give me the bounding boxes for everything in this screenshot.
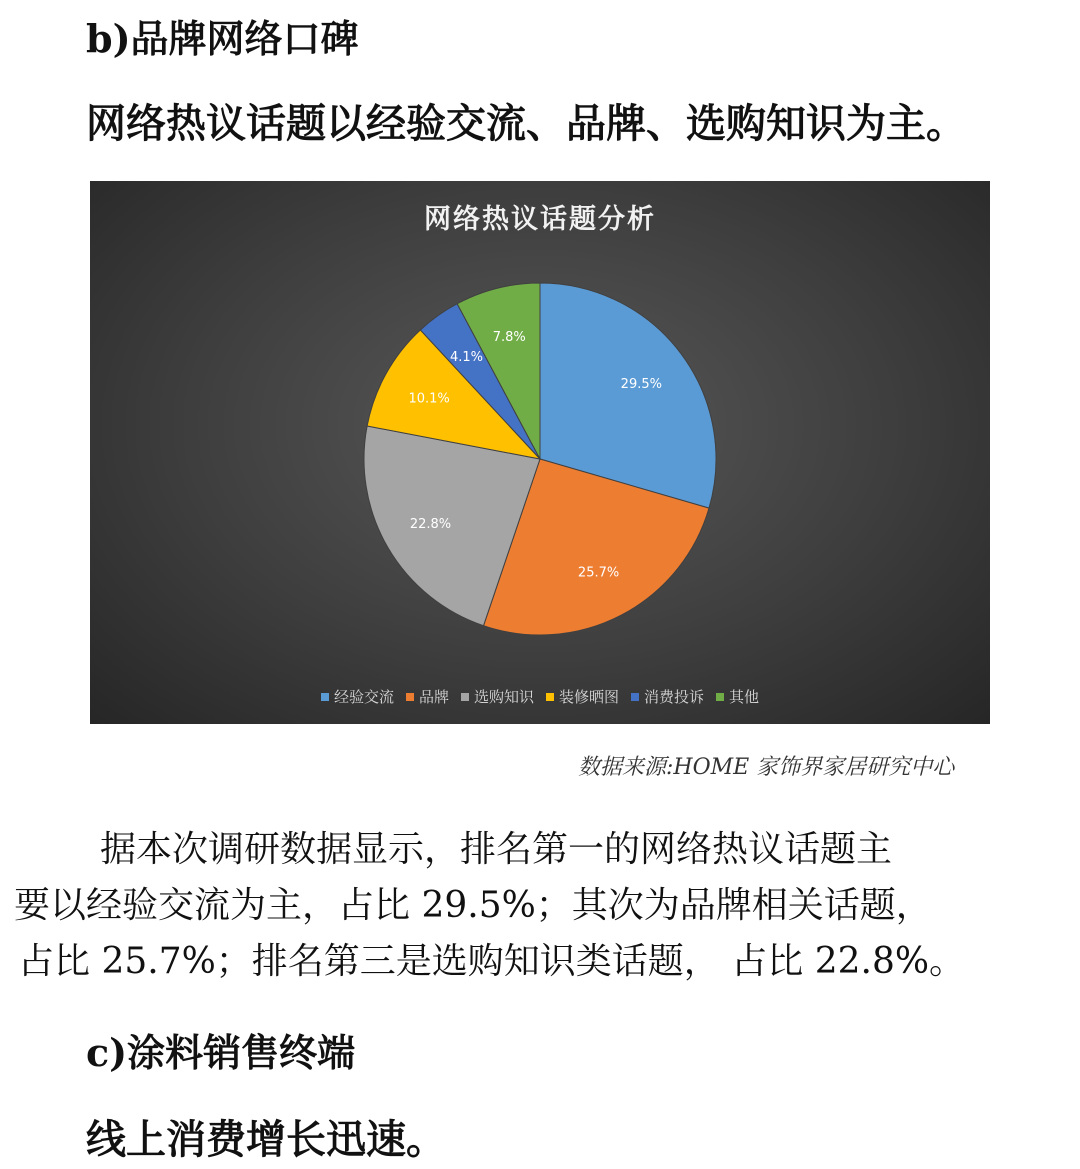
paragraph-line: 占比 25.7%；排名第三是选购知识类话题， 占比 22.8%。 — [18, 941, 966, 982]
data-source-note: 数据来源:HOME 家饰界家居研究中心 — [578, 755, 955, 780]
legend-label: 选购知识 — [473, 688, 534, 706]
pie-data-label: 22.8% — [409, 516, 452, 532]
legend-item — [716, 686, 759, 707]
section-c-subheading: 线上消费增长迅速。 — [86, 1116, 446, 1163]
legend-swatch — [321, 693, 329, 701]
legend-swatch — [406, 693, 414, 701]
pie-data-label: 29.5% — [620, 376, 662, 392]
legend-label: 消费投诉 — [644, 688, 705, 706]
legend-label: 装修晒图 — [559, 688, 620, 706]
chart-title: 网络热议话题分析 — [424, 204, 656, 235]
pie-chart-plot — [90, 181, 990, 724]
pie-data-label: 10.1% — [408, 391, 450, 407]
section-b-subheading: 网络热议话题以经验交流、品牌、选购知识为主。 — [86, 100, 966, 147]
legend-item — [321, 686, 394, 707]
legend-item — [461, 686, 534, 707]
pie-data-label: 7.8% — [492, 330, 526, 346]
pie-data-label: 25.7% — [577, 565, 620, 581]
legend-swatch — [631, 693, 639, 701]
pie-chart — [90, 181, 990, 724]
legend-swatch — [716, 693, 724, 701]
section-c-heading: c)涂料销售终端 — [86, 1030, 356, 1075]
legend-item — [546, 686, 619, 707]
legend-item — [631, 686, 704, 707]
paragraph-line: 据本次调研数据显示，排名第一的网络热议话题主 — [100, 829, 893, 870]
legend-label: 经验交流 — [333, 688, 394, 706]
analysis-paragraph — [14, 822, 1074, 990]
legend-swatch — [461, 693, 469, 701]
section-b-heading: b)品牌网络口碑 — [86, 16, 359, 61]
legend-swatch — [546, 693, 554, 701]
pie-data-label: 4.1% — [449, 349, 484, 365]
paragraph-line: 要以经验交流为主，占比 29.5%；其次为品牌相关话题， — [14, 885, 932, 926]
legend-item — [406, 686, 449, 707]
chart-legend — [90, 686, 990, 707]
legend-label: 品牌 — [418, 688, 449, 706]
legend-label: 其他 — [729, 688, 760, 706]
